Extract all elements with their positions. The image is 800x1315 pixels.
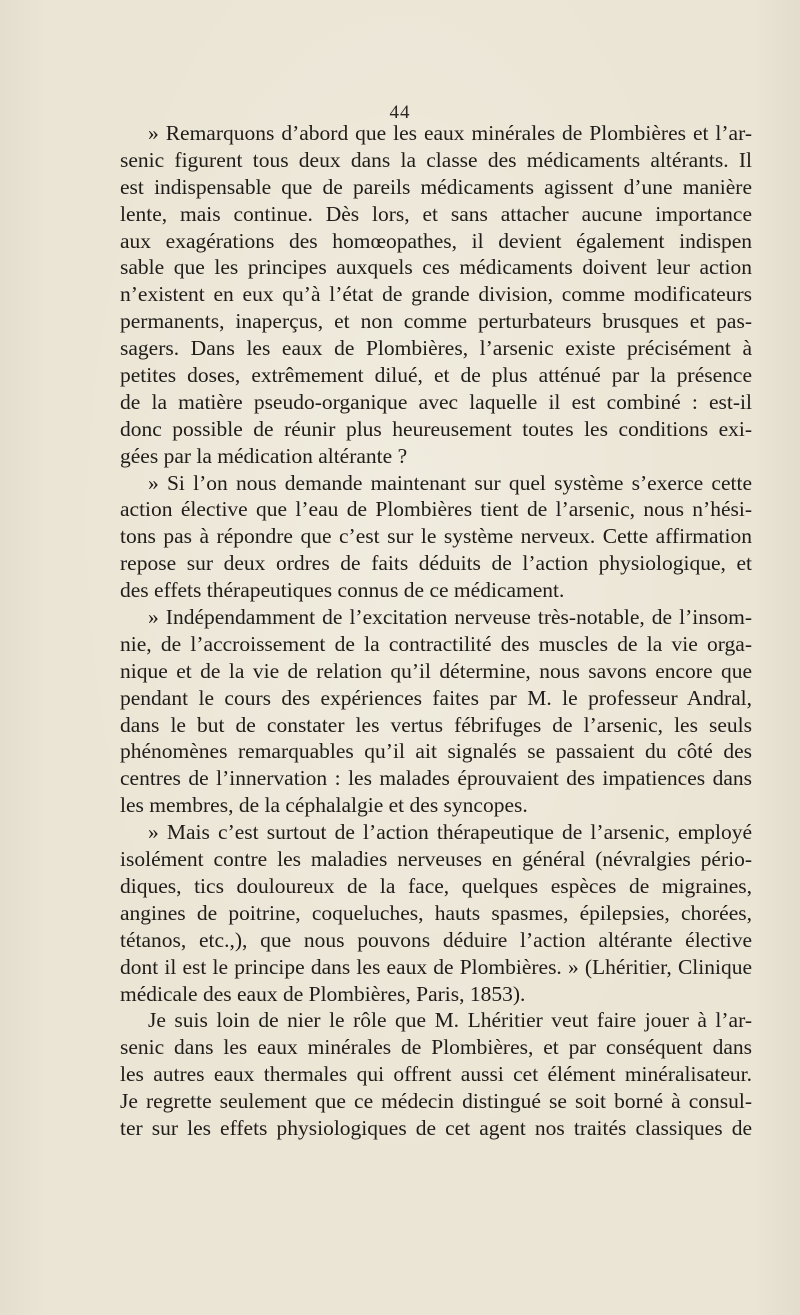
text-line: dans le but de constater les vertus fébrifuges de l’arsenic, les seuls xyxy=(120,712,752,737)
text-line: repose sur deux ordres de faits déduits de l’action physiologique, et xyxy=(120,551,752,576)
text-line: pendant le cours des expériences faites par M. le professeur Andral, xyxy=(120,685,752,710)
text-line: » Mais c’est surtout de l’action thérapeutique de l’arsenic, employé xyxy=(148,820,752,845)
text-line: les membres, de la céphalalgie et des syncopes. xyxy=(120,793,528,818)
text-line: n’existent en eux qu’à l’état de grande division, comme modificateurs xyxy=(120,282,752,307)
text-line: diques, tics douloureux de la face, quelques espèces de migraines, xyxy=(120,873,752,898)
text-line: isolément contre les maladies nerveuses en général (névralgies pério- xyxy=(120,847,752,872)
text-line: dont il est le principe dans les eaux de Plombières. » (Lhéritier, Clinique xyxy=(120,954,752,979)
text-line: senic figurent tous deux dans la classe des médicaments altérants. Il xyxy=(120,147,752,172)
text-line: » Remarquons d’abord que les eaux minérales de Plombières et l’ar- xyxy=(148,121,752,145)
text-line: » Si l’on nous demande maintenant sur quel système s’exerce cette xyxy=(148,470,752,495)
text-line: nie, de l’accroissement de la contractilité des muscles de la vie orga- xyxy=(120,631,752,656)
text-line: gées par la médication altérante ? xyxy=(120,443,408,468)
text-line: des effets thérapeutiques connus de ce médicament. xyxy=(120,578,565,603)
text-line: sable que les principes auxquels ces médicaments doivent leur action xyxy=(120,255,752,280)
text-line: Je suis loin de nier le rôle que M. Lhéritier veut faire jouer à l’ar- xyxy=(148,1008,752,1033)
text-line: donc possible de réunir plus heureusement toutes les conditions exi- xyxy=(120,416,752,441)
text-line: tons pas à répondre que c’est sur le système nerveux. Cette affirmation xyxy=(120,524,752,549)
text-line: action élective que l’eau de Plombières tient de l’arsenic, nous n’hési- xyxy=(120,497,752,522)
text-line: petites doses, extrêmement dilué, et de plus atténué par la présence xyxy=(120,363,752,388)
text-line: phénomènes remarquables qu’il ait signalés se passaient du côté des xyxy=(120,739,752,764)
page-number: 44 xyxy=(389,102,411,123)
text-line: sagers. Dans les eaux de Plombières, l’arsenic existe précisément à xyxy=(120,336,752,361)
text-line: tétanos, etc.,), que nous pouvons déduire l’action altérante élective xyxy=(120,927,752,952)
text-line: centres de l’innervation : les malades éprouvaient des impatiences dans xyxy=(120,766,752,791)
text-line: aux exagérations des homœopathes, il devient également indispen xyxy=(120,228,752,253)
text-line: Je regrette seulement que ce médecin distingué se soit borné à consul- xyxy=(120,1089,752,1114)
text-line: médicale des eaux de Plombières, Paris, 1853). xyxy=(120,981,526,1006)
text-line: angines de poitrine, coqueluches, hauts spasmes, épilepsies, chorées, xyxy=(120,900,752,925)
body-text xyxy=(120,120,752,1142)
text-line: est indispensable que de pareils médicaments agissent d’une manière xyxy=(120,174,752,199)
text-line: » Indépendamment de l’excitation nerveuse très-notable, de l’insom- xyxy=(148,605,752,630)
text-line: permanents, inaperçus, et non comme perturbateurs brusques et pas- xyxy=(120,309,752,334)
text-line: senic dans les eaux minérales de Plombières, et par conséquent dans xyxy=(120,1035,752,1060)
text-line: les autres eaux thermales qui offrent aussi cet élément minéralisateur. xyxy=(120,1062,752,1087)
text-line: nique et de la vie de relation qu’il détermine, nous savons encore que xyxy=(120,658,752,683)
text-line: de la matière pseudo-organique avec laquelle il est combiné : est-il xyxy=(120,389,752,414)
text-line: ter sur les effets physiologiques de cet agent nos traités classiques de xyxy=(120,1115,752,1140)
text-line: lente, mais continue. Dès lors, et sans attacher aucune importance xyxy=(120,201,752,226)
